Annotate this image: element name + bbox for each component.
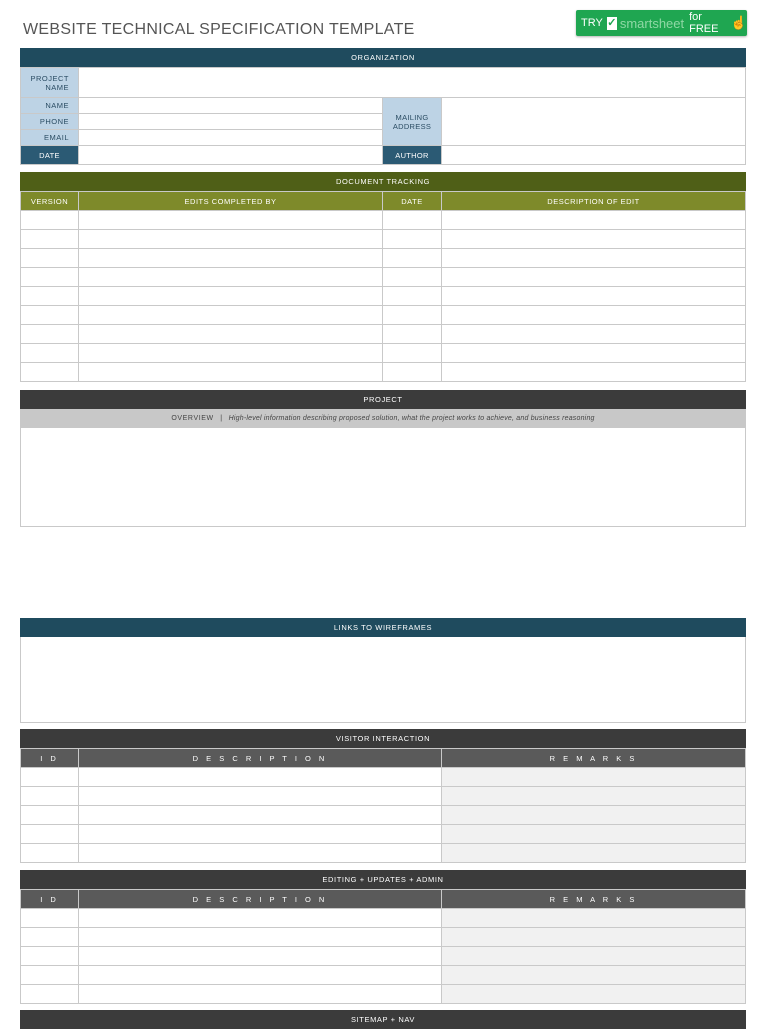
table-cell[interactable] — [21, 249, 79, 268]
column-header-id: I D — [21, 890, 79, 909]
table-cell[interactable] — [442, 363, 746, 382]
table-cell[interactable] — [79, 966, 442, 985]
table-row — [21, 306, 746, 325]
table-row — [21, 844, 746, 863]
column-header-version: VERSION — [21, 192, 79, 211]
table-row — [21, 787, 746, 806]
table-row — [21, 909, 746, 928]
table-cell[interactable] — [79, 287, 383, 306]
editing-updates-header: EDITING + UPDATES + ADMIN — [20, 870, 746, 889]
table-cell[interactable] — [21, 768, 79, 787]
table-cell[interactable] — [21, 825, 79, 844]
table-row — [21, 249, 746, 268]
table-cell[interactable] — [442, 287, 746, 306]
table-row — [21, 268, 746, 287]
table-cell[interactable] — [79, 806, 442, 825]
cta-try-label: TRY — [581, 17, 603, 29]
table-cell[interactable] — [21, 363, 79, 382]
table-cell[interactable] — [79, 249, 383, 268]
editing-updates-section — [20, 870, 746, 1004]
table-cell[interactable] — [383, 268, 442, 287]
table-row — [21, 344, 746, 363]
table-cell[interactable] — [21, 947, 79, 966]
phone-field[interactable] — [79, 114, 383, 130]
table-cell[interactable] — [442, 249, 746, 268]
table-cell[interactable] — [21, 287, 79, 306]
table-cell[interactable] — [21, 844, 79, 863]
table-cell[interactable] — [79, 787, 442, 806]
table-row — [21, 928, 746, 947]
table-cell[interactable] — [383, 211, 442, 230]
organization-table — [20, 67, 746, 165]
sitemap-section — [20, 1010, 746, 1029]
table-cell[interactable] — [383, 249, 442, 268]
overview-bar — [20, 409, 746, 428]
table-cell[interactable] — [21, 928, 79, 947]
cta-free-label: for FREE — [689, 11, 719, 35]
table-cell[interactable] — [442, 787, 746, 806]
table-cell[interactable] — [21, 344, 79, 363]
column-header-description: D E S C R I P T I O N — [79, 749, 442, 768]
overview-separator: | — [220, 415, 223, 422]
table-row — [21, 230, 746, 249]
table-cell[interactable] — [442, 844, 746, 863]
overview-label: OVERVIEW — [171, 415, 214, 422]
table-cell[interactable] — [442, 966, 746, 985]
project-name-label: PROJECT NAME — [21, 68, 79, 98]
overview-textarea[interactable] — [20, 428, 746, 527]
organization-section — [20, 48, 746, 165]
table-cell[interactable] — [79, 230, 383, 249]
project-header: PROJECT — [20, 390, 746, 409]
column-header-date: DATE — [383, 192, 442, 211]
table-cell[interactable] — [442, 344, 746, 363]
table-cell[interactable] — [21, 966, 79, 985]
column-header-edits-completed-by: EDITS COMPLETED BY — [79, 192, 383, 211]
table-cell[interactable] — [79, 268, 383, 287]
editing-updates-table — [20, 889, 746, 1004]
table-row — [21, 825, 746, 844]
table-row — [21, 947, 746, 966]
project-section — [20, 390, 746, 527]
overview-hint: High-level information describing proposed solution, what the project works to achieve, and business reasoning — [228, 415, 595, 422]
table-cell[interactable] — [442, 806, 746, 825]
table-cell[interactable] — [79, 306, 383, 325]
project-name-field[interactable] — [79, 68, 746, 98]
sitemap-header: SITEMAP + NAV — [20, 1010, 746, 1029]
table-cell[interactable] — [442, 928, 746, 947]
table-cell[interactable] — [79, 928, 442, 947]
table-cell[interactable] — [21, 268, 79, 287]
visitor-interaction-table — [20, 748, 746, 863]
column-header-id: I D — [21, 749, 79, 768]
document-tracking-section — [20, 172, 746, 382]
column-header-description: D E S C R I P T I O N — [79, 890, 442, 909]
author-label: AUTHOR — [383, 146, 442, 165]
table-row — [21, 768, 746, 787]
table-cell[interactable] — [79, 947, 442, 966]
author-field[interactable] — [442, 146, 746, 165]
table-cell[interactable] — [21, 306, 79, 325]
table-cell[interactable] — [383, 344, 442, 363]
email-label: EMAIL — [21, 130, 79, 146]
name-label: NAME — [21, 98, 79, 114]
table-cell[interactable] — [442, 909, 746, 928]
cta-brand-label: smartsheet — [619, 15, 685, 31]
wireframes-header: LINKS TO WIREFRAMES — [20, 618, 746, 637]
table-row — [21, 325, 746, 344]
table-cell[interactable] — [442, 325, 746, 344]
wireframes-section — [20, 618, 746, 723]
pointer-hand-icon: ☝ — [730, 15, 747, 30]
table-cell[interactable] — [442, 306, 746, 325]
table-cell[interactable] — [383, 363, 442, 382]
table-cell[interactable] — [442, 768, 746, 787]
date-label: DATE — [21, 146, 79, 165]
table-row — [21, 806, 746, 825]
table-cell[interactable] — [79, 325, 383, 344]
table-cell[interactable] — [442, 947, 746, 966]
table-cell[interactable] — [21, 211, 79, 230]
organization-header: ORGANIZATION — [20, 48, 746, 67]
table-cell[interactable] — [442, 825, 746, 844]
table-row — [21, 985, 746, 1004]
table-cell[interactable] — [79, 768, 442, 787]
email-field[interactable] — [79, 130, 383, 146]
page-title: WEBSITE TECHNICAL SPECIFICATION TEMPLATE — [23, 21, 415, 38]
table-cell[interactable] — [21, 787, 79, 806]
mailing-address-label: MAILING ADDRESS — [383, 98, 442, 146]
visitor-interaction-header: VISITOR INTERACTION — [20, 729, 746, 748]
table-cell[interactable] — [383, 325, 442, 344]
mailing-address-field[interactable] — [442, 98, 746, 146]
table-cell[interactable] — [21, 806, 79, 825]
table-cell[interactable] — [79, 344, 383, 363]
column-header-remarks: R E M A R K S — [442, 890, 746, 909]
table-cell[interactable] — [383, 287, 442, 306]
wireframes-textarea[interactable] — [20, 637, 746, 723]
document-tracking-table — [20, 191, 746, 382]
check-icon: ✓ — [607, 16, 617, 29]
table-cell[interactable] — [21, 325, 79, 344]
table-cell[interactable] — [383, 306, 442, 325]
table-cell[interactable] — [383, 230, 442, 249]
table-cell[interactable] — [79, 909, 442, 928]
table-cell[interactable] — [21, 230, 79, 249]
table-cell[interactable] — [442, 268, 746, 287]
column-header-description-of-edit: DESCRIPTION OF EDIT — [442, 192, 746, 211]
visitor-interaction-section — [20, 729, 746, 863]
table-cell[interactable] — [79, 985, 442, 1004]
table-row — [21, 966, 746, 985]
phone-label: PHONE — [21, 114, 79, 130]
table-row — [21, 211, 746, 230]
column-header-remarks: R E M A R K S — [442, 749, 746, 768]
table-cell[interactable] — [79, 844, 442, 863]
try-smartsheet-button[interactable] — [576, 10, 747, 36]
table-cell[interactable] — [442, 230, 746, 249]
table-cell[interactable] — [442, 985, 746, 1004]
document-tracking-header: DOCUMENT TRACKING — [20, 172, 746, 191]
table-cell[interactable] — [21, 909, 79, 928]
table-row — [21, 287, 746, 306]
table-cell[interactable] — [79, 825, 442, 844]
table-cell[interactable] — [79, 211, 383, 230]
date-field[interactable] — [79, 146, 383, 165]
name-field[interactable] — [79, 98, 383, 114]
table-cell[interactable] — [79, 363, 383, 382]
table-cell[interactable] — [442, 211, 746, 230]
table-cell[interactable] — [21, 985, 79, 1004]
table-row — [21, 363, 746, 382]
